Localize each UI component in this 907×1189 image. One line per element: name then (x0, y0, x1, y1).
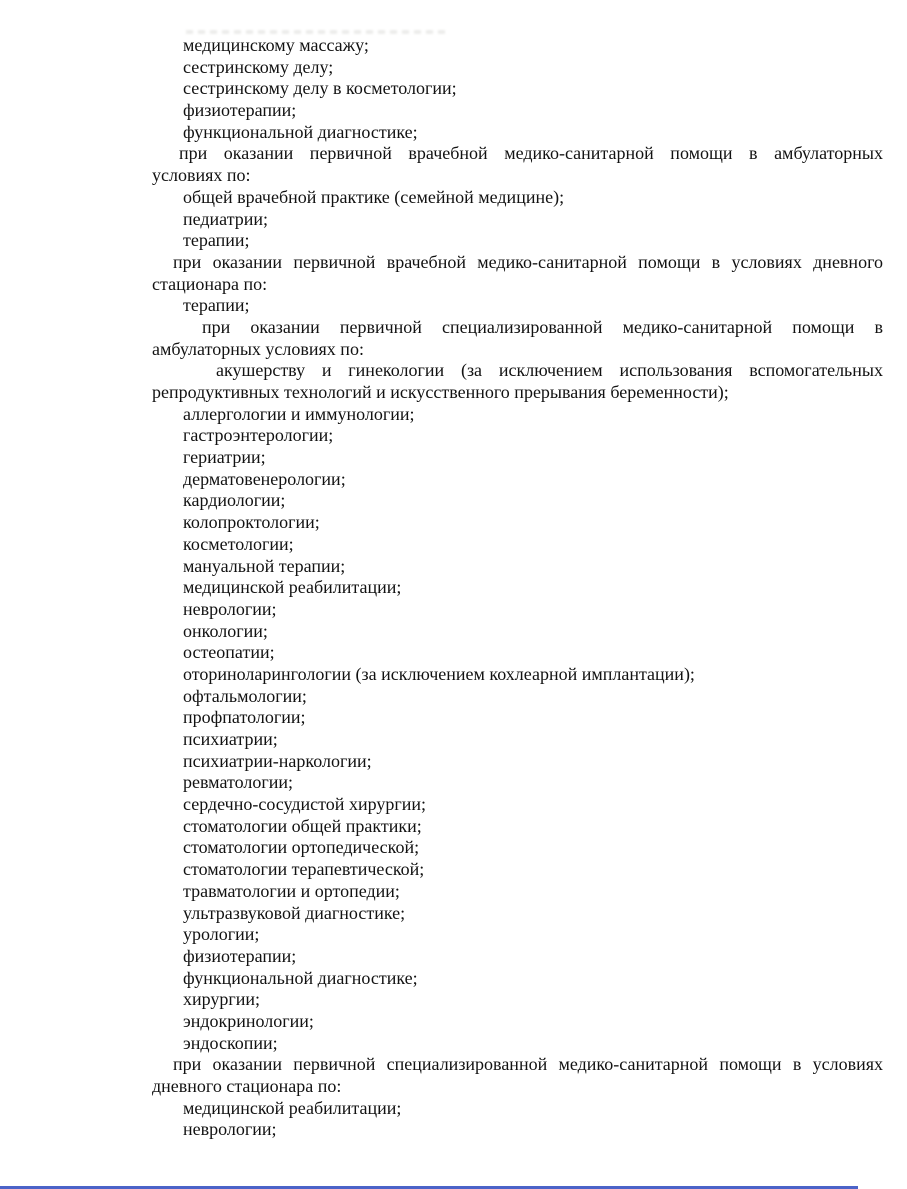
doc-line: стоматологии общей практики; (183, 815, 422, 836)
doc-line: педиатрии; (183, 208, 269, 229)
doc-line: эндокринологии; (183, 1010, 314, 1031)
doc-line: терапии; (183, 230, 250, 251)
doc-line: ультразвуковой диагностике; (183, 902, 406, 923)
doc-line: хирургии; (183, 989, 261, 1010)
doc-line: гериатрии; (183, 447, 266, 468)
doc-line: мануальной терапии; (183, 555, 346, 576)
license-specialties-text-block (152, 35, 883, 1141)
doc-line: стоматологии терапевтической; (183, 859, 425, 880)
doc-line: стационара по: (152, 273, 268, 294)
doc-line: эндоскопии; (183, 1032, 278, 1053)
doc-line: репродуктивных технологий и искусственного прерывания беременности); (152, 382, 729, 402)
doc-line: медицинской реабилитации; (183, 577, 402, 598)
doc-line: общей врачебной практике (семейной медицине); (183, 186, 565, 207)
doc-line: оториноларингологии (за исключением кохлеарной имплантации); (183, 663, 695, 684)
doc-line: остеопатии; (183, 642, 275, 663)
doc-line: при оказании первичной специализированной медико-санитарной помощи в условиях (173, 1054, 883, 1075)
doc-line: неврологии; (183, 1119, 277, 1140)
doc-line: психиатрии-наркологии; (183, 750, 372, 771)
doc-line: функциональной диагностике; (183, 121, 418, 142)
doc-line: сердечно-сосудистой хирургии; (183, 794, 426, 815)
doc-line: колопроктологии; (183, 512, 320, 533)
clipped-text-fragment (186, 30, 448, 34)
doc-line: условиях по: (152, 165, 251, 186)
doc-line: урологии; (183, 924, 260, 945)
doc-line: медицинской реабилитации; (183, 1097, 402, 1118)
doc-line: амбулаторных условиях по: (152, 338, 364, 359)
doc-line: медицинскому массажу; (183, 35, 369, 55)
doc-line: онкологии; (183, 620, 268, 641)
doc-line: психиатрии; (183, 729, 278, 749)
doc-line: неврологии; (183, 598, 277, 619)
doc-line: ревматологии; (183, 772, 293, 793)
doc-line: профпатологии; (183, 707, 306, 728)
doc-line: стоматологии ортопедической; (183, 837, 420, 858)
doc-line: травматологии и ортопедии; (183, 880, 400, 901)
doc-line: аллергологии и иммунологии; (183, 403, 415, 424)
doc-line: физиотерапии; (183, 100, 297, 121)
doc-line: функциональной диагностике; (183, 967, 418, 988)
doc-line: акушерству и гинекологии (за исключением использования вспомогательных (216, 360, 883, 381)
doc-line: сестринскому делу; (183, 56, 334, 77)
doc-line: косметологии; (183, 533, 294, 554)
doc-line: дерматовенерологии; (183, 468, 346, 489)
doc-line: при оказании первичной врачебной медико-санитарной помощи в амбулаторных (179, 143, 883, 164)
doc-line: физиотерапии; (183, 945, 297, 966)
doc-line: при оказании первичной специализированной медико-санитарной помощи в (202, 316, 883, 337)
doc-line: сестринскому делу в косметологии; (183, 78, 457, 99)
doc-line: терапии; (183, 295, 250, 316)
doc-line: при оказании первичной врачебной медико-санитарной помощи в условиях дневного (173, 251, 883, 272)
doc-line: дневного стационара по: (152, 1076, 342, 1096)
doc-line: гастроэнтерологии; (183, 425, 334, 446)
doc-line: офтальмологии; (183, 685, 307, 706)
doc-line: кардиологии; (183, 490, 286, 511)
